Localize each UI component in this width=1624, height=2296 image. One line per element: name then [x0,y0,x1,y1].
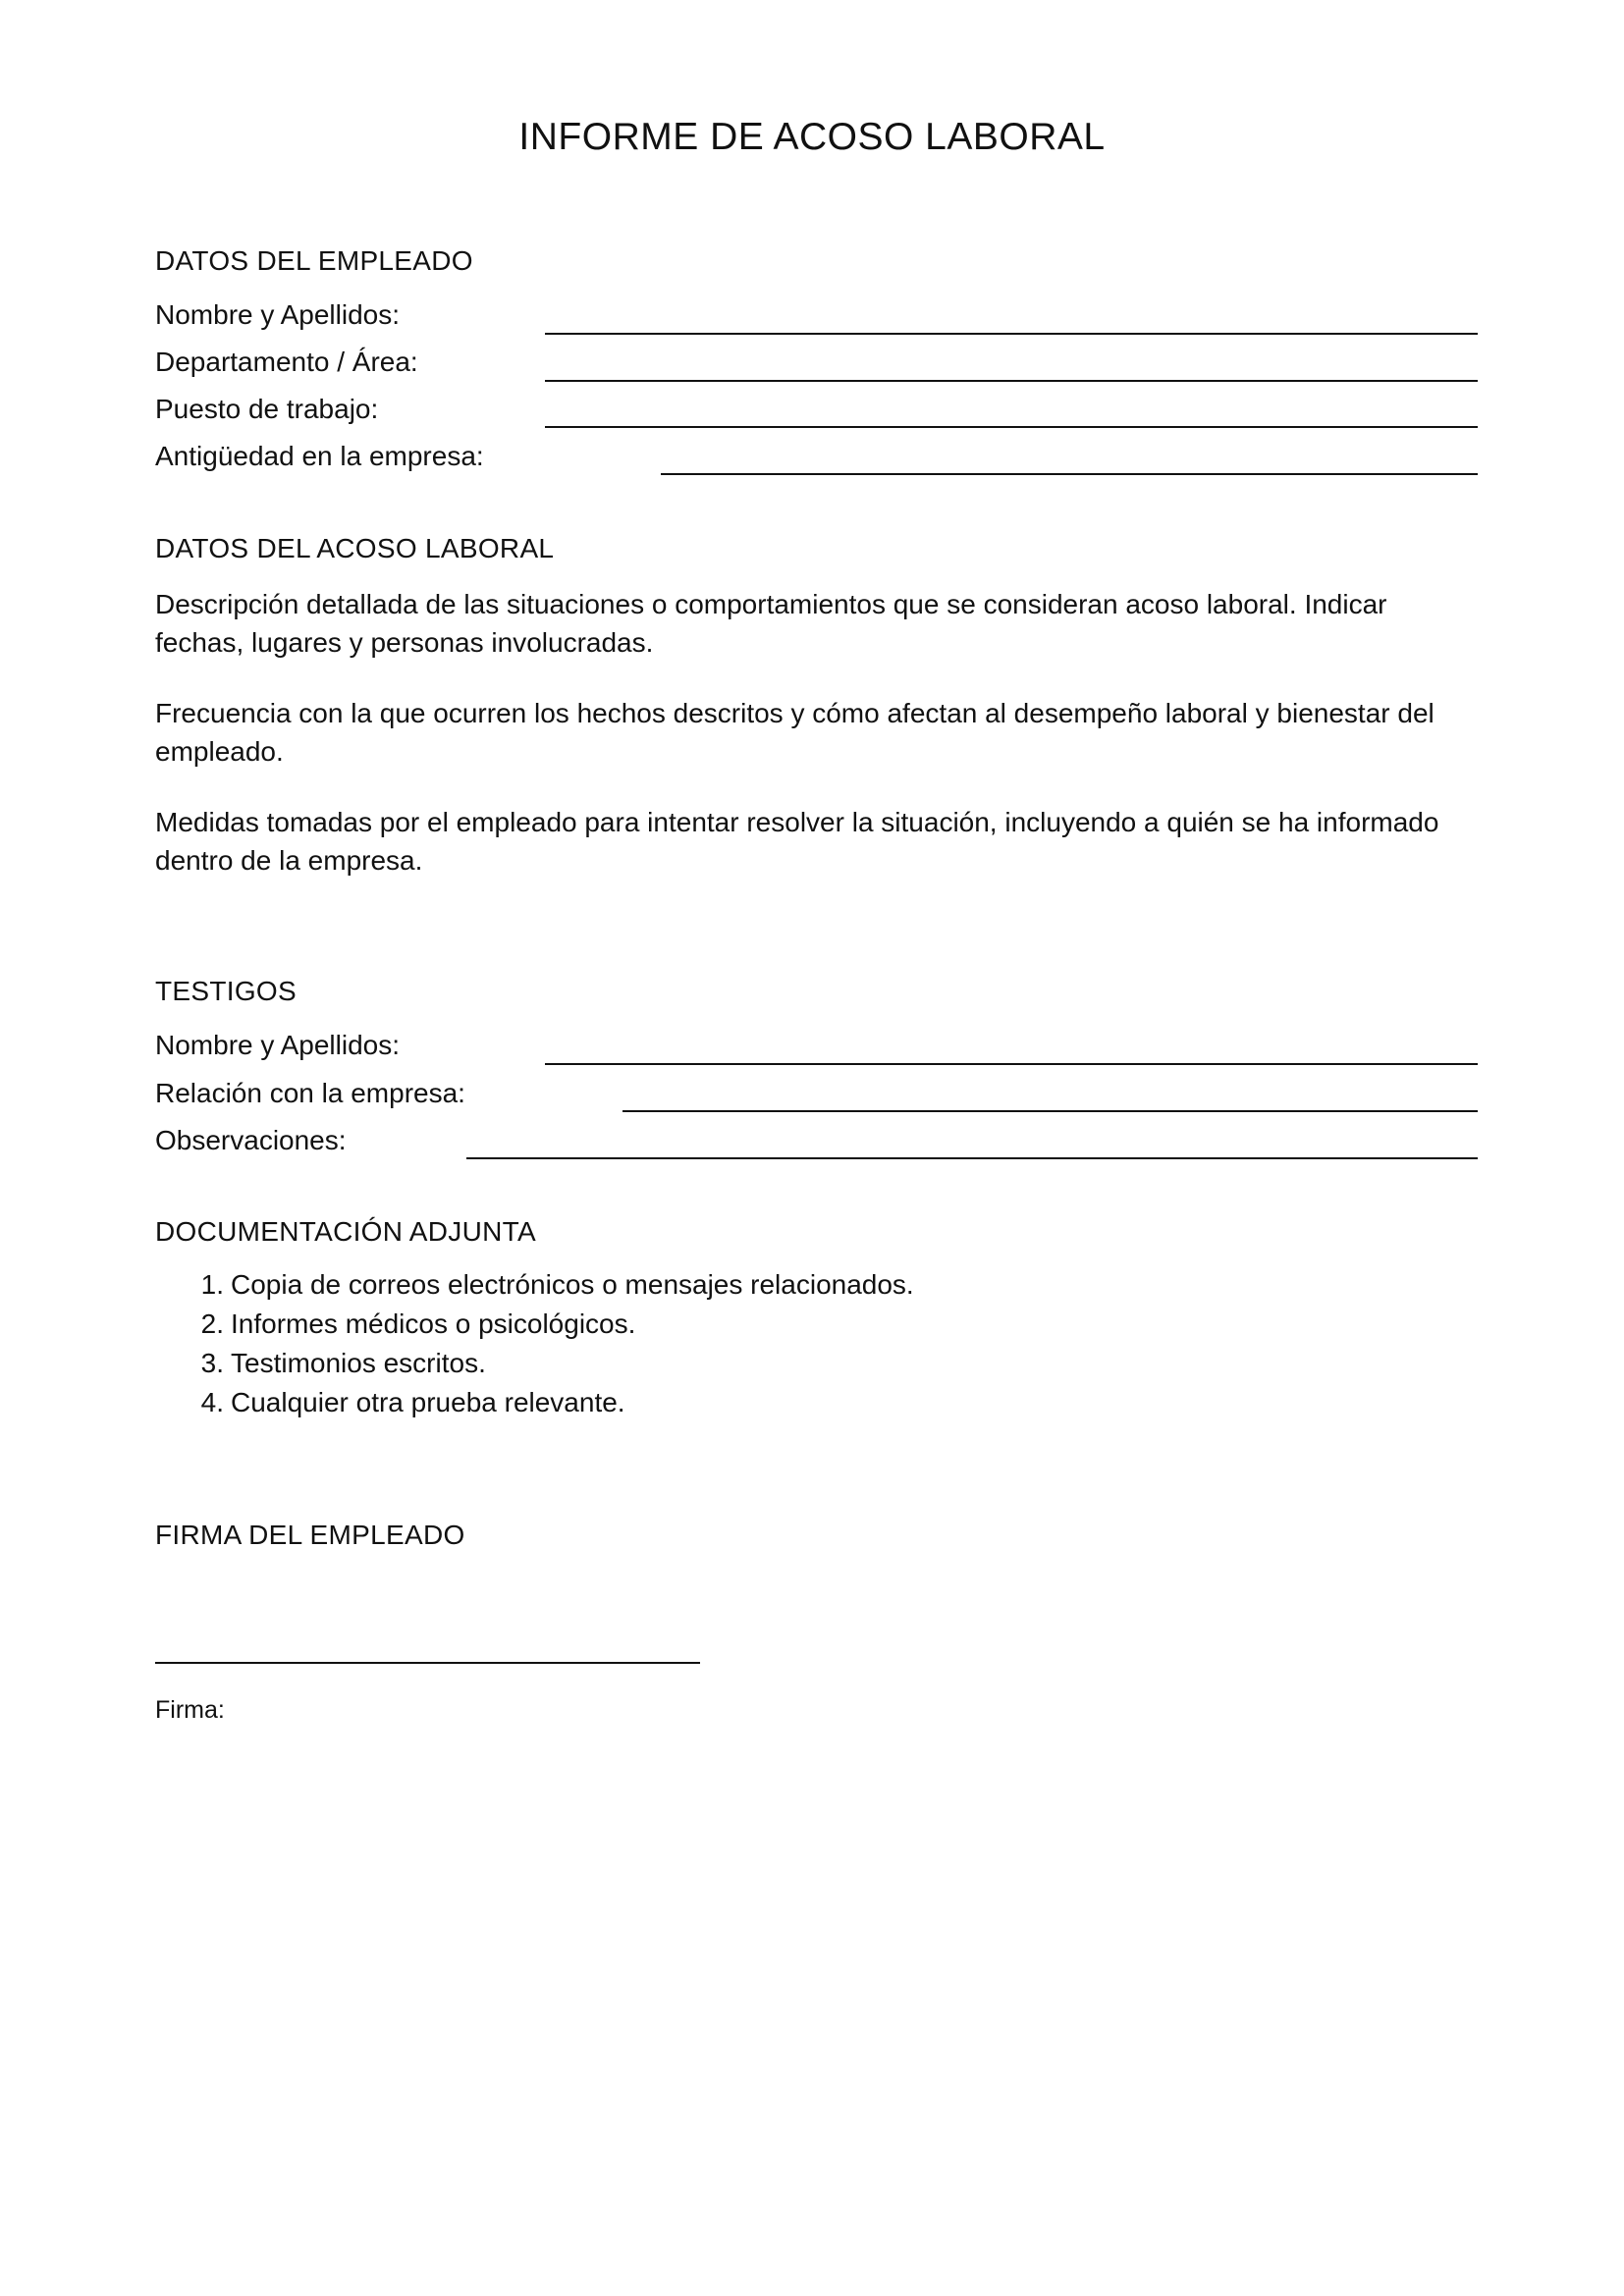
documentation-list [155,1265,914,1422]
list-item-text: Cualquier otra prueba relevante. [231,1387,625,1417]
harassment-section-heading: DATOS DEL ACOSO LABORAL [155,533,555,563]
list-item [155,1305,914,1344]
list-item-text: Informes médicos o psicológicos. [231,1308,636,1339]
witness-observations-label: Observaciones: [155,1125,347,1155]
employee-seniority-field[interactable] [661,473,1478,475]
witness-observations-field[interactable] [466,1157,1478,1159]
witness-relation-field[interactable] [623,1110,1478,1112]
employee-section-heading: DATOS DEL EMPLEADO [155,245,473,276]
list-item-number: 3. [200,1348,224,1378]
employee-department-label: Departamento / Área: [155,347,418,377]
employee-name-field[interactable] [545,333,1478,335]
signature-line[interactable] [155,1662,700,1664]
list-item-number: 1. [200,1269,224,1300]
harassment-measures-text: Medidas tomadas por el empleado para intentar resolver la situación, incluyendo a quién se ha informado dentro de la empresa. [155,807,1439,876]
list-item [155,1265,914,1305]
list-item-text: Copia de correos electrónicos o mensajes relacionados. [231,1269,914,1300]
employee-name-label: Nombre y Apellidos: [155,299,401,330]
page-title: INFORME DE ACOSO LABORAL [518,116,1106,158]
witness-name-field[interactable] [545,1063,1478,1065]
employee-department-field[interactable] [545,380,1478,382]
harassment-description-text: Descripción detallada de las situaciones o comportamientos que se consideran acoso laboral. Indicar fechas, lugares y personas involucradas. [155,589,1387,658]
list-item-number: 2. [200,1308,224,1339]
signature-section-heading: FIRMA DEL EMPLEADO [155,1520,465,1550]
employee-position-field[interactable] [545,426,1478,428]
employee-seniority-label: Antigüedad en la empresa: [155,441,484,471]
documentation-section-heading: DOCUMENTACIÓN ADJUNTA [155,1216,536,1247]
witness-relation-label: Relación con la empresa: [155,1078,465,1108]
witness-name-label: Nombre y Apellidos: [155,1030,401,1060]
harassment-frequency-text: Frecuencia con la que ocurren los hechos descritos y cómo afectan al desempeño laboral y bienestar del empleado. [155,698,1435,767]
list-item-number: 4. [200,1387,224,1417]
list-item [155,1344,914,1383]
signature-label: Firma: [155,1696,225,1724]
employee-position-label: Puesto de trabajo: [155,394,379,424]
witnesses-section-heading: TESTIGOS [155,976,297,1006]
list-item-text: Testimonios escritos. [231,1348,486,1378]
list-item [155,1383,914,1422]
